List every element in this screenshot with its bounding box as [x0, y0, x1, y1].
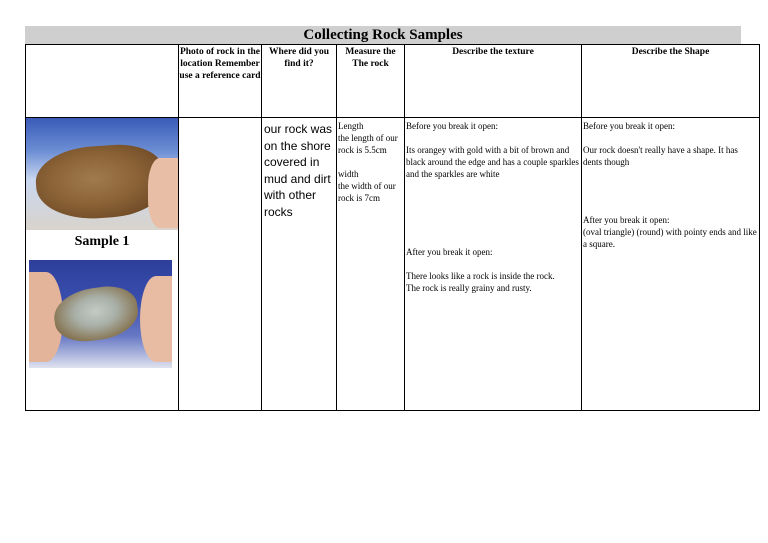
length-text: the length of our rock is 5.5cm	[338, 133, 398, 155]
header-texture: Describe the texture	[405, 45, 582, 118]
measure-cell	[337, 118, 405, 411]
location-text: our rock was on the shore covered in mud and dirt with other rocks	[264, 122, 333, 219]
width-text: the width of our rock is 7cm	[338, 181, 396, 203]
header-shape: Describe the Shape	[582, 45, 760, 118]
texture-cell	[405, 118, 582, 411]
texture-text	[405, 118, 581, 294]
rock-photo-whole	[26, 118, 178, 230]
header-sample	[26, 45, 179, 118]
header-where: Where did you find it?	[262, 45, 337, 118]
length-heading: Length	[338, 121, 364, 131]
shape-text	[582, 118, 759, 250]
shape-after-heading: After you break it open:	[583, 215, 670, 225]
broken-rock-image	[51, 282, 141, 345]
page-title: Collecting Rock Samples	[25, 26, 741, 44]
texture-after-text-2: The rock is really grainy and rusty.	[406, 283, 532, 293]
sample-cell	[26, 118, 179, 411]
header-photo: Photo of rock in the location Remember use a reference card	[179, 45, 262, 118]
hand-image	[148, 158, 178, 228]
rock-image	[34, 142, 167, 223]
shape-before-text: Our rock doesn't really have a shape. It has dents though	[583, 145, 738, 167]
shape-cell	[582, 118, 760, 411]
sample-row	[26, 118, 760, 411]
sample-label: Sample 1	[74, 234, 130, 249]
where-found-cell	[262, 118, 337, 411]
right-hand-image	[140, 276, 172, 362]
texture-before-text: Its orangey with gold with a bit of brown and black around the edge and has a couple sparkles and the sparkles are white	[406, 145, 579, 179]
rock-photo-broken	[29, 260, 172, 368]
measure-text	[337, 118, 404, 204]
width-heading: width	[338, 169, 359, 179]
header-measure: Measure the The rock	[337, 45, 405, 118]
header-row	[26, 45, 760, 118]
shape-after-text: (oval triangle) (round) with pointy ends and like a square.	[583, 227, 757, 249]
texture-after-text-1: There looks like a rock is inside the rock.	[406, 271, 555, 281]
rock-samples-table	[25, 44, 760, 411]
texture-before-heading: Before you break it open:	[406, 121, 498, 131]
photo-location-cell	[179, 118, 262, 411]
shape-before-heading: Before you break it open:	[583, 121, 675, 131]
texture-after-heading: After you break it open:	[406, 247, 493, 257]
